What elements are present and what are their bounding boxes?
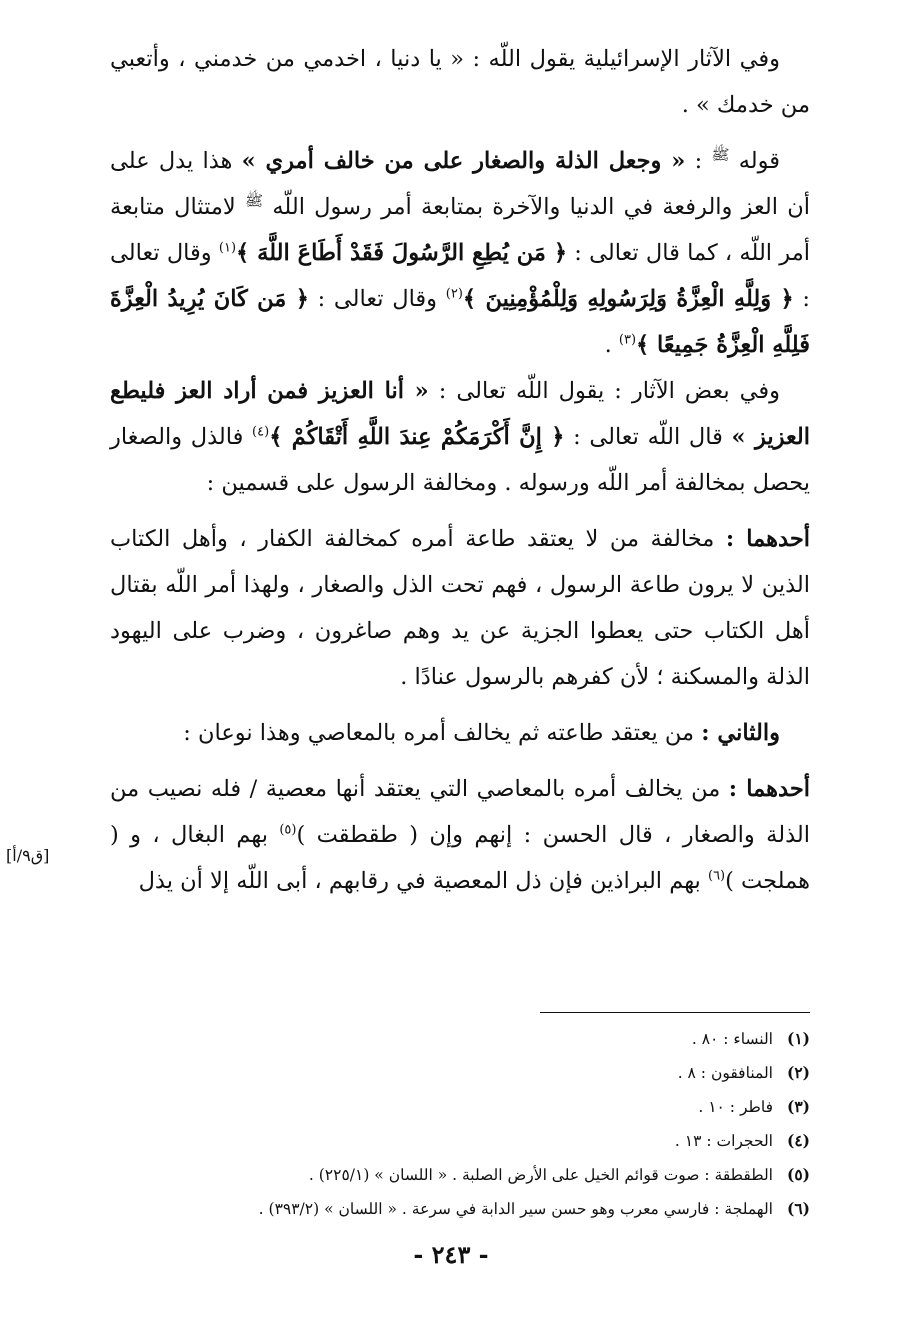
p3-quote: « أنا العزيز فمن أراد العز فليطع العزيز » — [110, 378, 811, 450]
footnote-number: (٣) — [786, 1097, 810, 1116]
p3-text: وفي بعض الآثار : يقول اللّه تعالى : — [438, 378, 780, 404]
footnote-text: المنافقون : ٨ . — [677, 1064, 773, 1082]
p3-text2: قال اللّه تعالى : — [573, 424, 723, 450]
p6-head: أحدهما : — [728, 776, 811, 802]
p6-text: من يخالف أمره بالمعاصي التي يعتقد أنها معصية / فله نصيب من الذلة والصغار ، قال الحسن : إنهم وإن ( طقطقت ) — [110, 776, 811, 848]
paragraph-3 — [110, 368, 810, 506]
footnote-text: الطقطقة : صوت قوائم الخيل على الأرض الصلبة . « اللسان » (٢٢٥/١) . — [308, 1166, 773, 1184]
footnote-ref: (٥) — [279, 822, 297, 838]
footnote-ref: (٦) — [707, 868, 726, 884]
footnote-divider — [540, 1012, 810, 1013]
p2-lead: قوله — [738, 148, 780, 174]
salawat-icon: ﷺ — [244, 191, 264, 210]
p2-text3: وقال تعالى : — [110, 240, 811, 312]
p4-text: مخالفة من لا يعتقد طاعة أمره كمخالفة الكفار ، وأهل الكتاب الذين لا يرون طاعة الرسول ، فهم تحت الذل والصغار ، ولهذا أمر اللّه بقتال أهل الكتاب حتى يعطوا الجزية عن يد وهم صاغرون ، وضرب على اليهود الذلة والمسكنة ؛ لأن كفرهم بالرسول عنادًا . — [110, 526, 810, 690]
footnote-item — [140, 1090, 810, 1124]
p5-head: والثاني : — [701, 720, 780, 746]
quran-verse: ﴿ مَن يُطِعِ الرَّسُولَ فَقَدْ أَطَاعَ اللَّهَ ﴾ — [236, 240, 568, 266]
p4-head: أحدهما : — [725, 526, 810, 552]
footnotes — [140, 1022, 810, 1226]
footnote-text: الحجرات : ١٣ . — [674, 1132, 773, 1150]
page-number: - ٢٤٣ - — [413, 1240, 489, 1269]
paragraph-1: وفي الآثار الإسرائيلية يقول اللّه : « يا دنيا ، اخدمي من خدمني ، وأتعبي من خدمك » . — [110, 46, 810, 118]
footnote-item — [140, 1022, 810, 1056]
main-text — [110, 36, 810, 904]
p6-text2: بهم البغال ، و ( هملجت ) — [110, 822, 810, 894]
quran-verse: ﴿ مَن كَانَ يُرِيدُ الْعِزَّةَ فَلِلَّهِ الْعِزَّةُ جَمِيعًا ﴾ — [110, 286, 810, 358]
quran-verse: ﴿ وَلِلَّهِ الْعِزَّةُ وَلِرَسُولِهِ وَلِلْمُؤْمِنِينَ ﴾ — [462, 286, 794, 312]
footnote-ref: (٢) — [445, 286, 463, 302]
footnote-item — [140, 1124, 810, 1158]
footnote-ref: (١) — [218, 240, 237, 256]
footnote-text: الهملجة : فارسي معرب وهو حسن سير الدابة في سرعة . « اللسان » (٣٩٣/٢) . — [258, 1200, 773, 1218]
footnote-number: (١) — [786, 1029, 810, 1048]
salawat-icon: ﷺ — [711, 145, 730, 164]
p3-text3: فالذل والصغار يحصل بمخالفة أمر اللّه ورسوله . ومخالفة الرسول على قسمين : — [110, 424, 810, 496]
paragraph-6 — [110, 766, 810, 904]
footnote-item — [140, 1158, 810, 1192]
footnote-number: (٦) — [786, 1199, 810, 1218]
footnote-ref: (٤) — [252, 424, 270, 440]
footnote-number: (٤) — [786, 1131, 810, 1150]
footnote-item — [140, 1056, 810, 1090]
p2-quote: « وجعل الذلة والصغار على من خالف أمري » — [241, 148, 686, 174]
page-body — [110, 36, 810, 904]
p2-text4: وقال تعالى : — [317, 286, 438, 312]
footnote-ref: (٣) — [618, 332, 637, 348]
footnote-number: (٥) — [786, 1165, 810, 1184]
manuscript-folio-note: [ق٩/أ] — [6, 846, 50, 865]
footnote-item — [140, 1192, 810, 1226]
footnote-number: (٢) — [786, 1063, 810, 1082]
p2-text2: لامتثال متابعة أمر اللّه ، كما قال تعالى : — [110, 194, 811, 266]
footnote-text: فاطر : ١٠ . — [698, 1098, 773, 1116]
p6-text3: بهم البراذين فإن ذل المعصية في رقابهم ، أبى اللّه إلا أن يذل — [138, 868, 701, 894]
paragraph-4 — [110, 516, 810, 700]
paragraph-5 — [110, 710, 810, 756]
p2-text: هذا يدل على أن العز والرفعة في الدنيا والآخرة بمتابعة أمر رسول اللّه — [110, 148, 810, 220]
footnote-text: النساء : ٨٠ . — [691, 1030, 773, 1048]
p5-text: من يعتقد طاعته ثم يخالف أمره بالمعاصي وهذا نوعان : — [183, 720, 695, 746]
p2-end: . — [604, 332, 612, 358]
paragraph-2: قوله $^ﷺ$ : « وجعل الذلة والصغار على من خالف أمري » هذا يدل على أن العز والرفعة في الدنيا والآخرة بمتابعة أمر رسول اللّه $^ﷺ$ لامتثال متابعة أمر اللّه ، كما قال تعالى : ﴿ مَن يُطِعِ الرَّسُولَ فَقَدْ أَطَاعَ اللَّهَ ﴾$^{(١)}$ وقال تعالى : ﴿ وَلِلَّهِ الْعِزَّةُ وَلِرَسُولِهِ وَلِلْمُؤْمِنِينَ ﴾$^{(٢)}$ وقال تعالى : ﴿ مَن كَانَ يُرِيدُ الْعِزَّةَ فَلِلَّهِ الْعِزَّةُ جَمِيعًا ﴾$^{(٣)}$ . — [110, 145, 811, 358]
quran-verse: ﴿ إِنَّ أَكْرَمَكُمْ عِندَ اللَّهِ أَتْقَاكُمْ ﴾ — [269, 424, 565, 450]
